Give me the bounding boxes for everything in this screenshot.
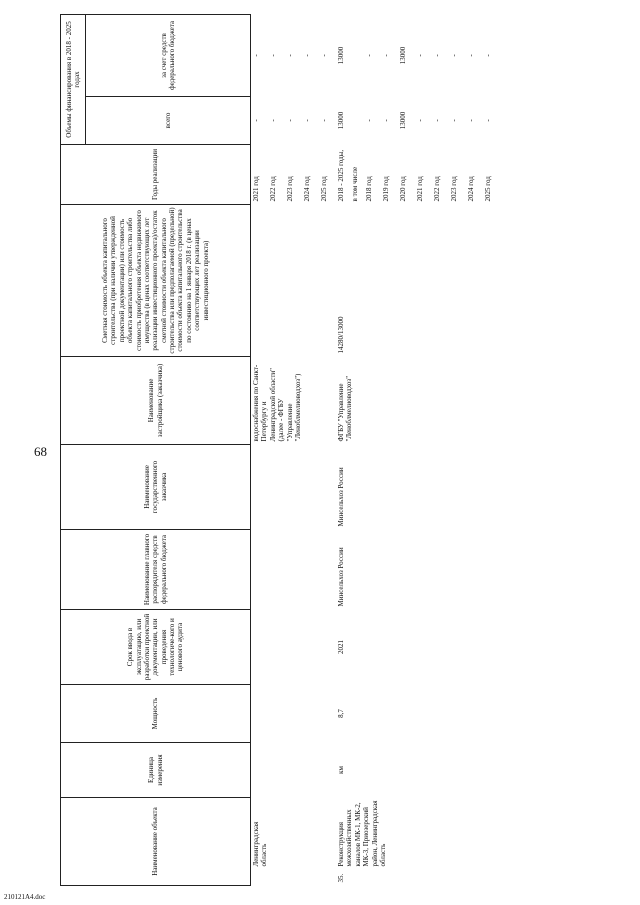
year-cell: 2024 год: [303, 176, 311, 202]
row-number: 35.: [337, 873, 345, 883]
table-row: [319, 14, 336, 885]
table-row: [466, 14, 483, 885]
header-years: Годы реализации: [61, 144, 251, 204]
year-cell: 2023 год: [286, 176, 294, 202]
header-federal: за счет средств федерального бюджета: [86, 14, 251, 96]
total-cell: -: [269, 119, 277, 122]
table-row: [432, 14, 449, 885]
header-total: всего: [86, 96, 251, 144]
header-customer: Наименование государственного заказчика: [61, 444, 251, 529]
year-cell: 2022 год: [433, 176, 441, 202]
table-row: [268, 14, 285, 885]
table-row: [381, 14, 398, 885]
federal-cell: -: [450, 54, 458, 57]
year-cell: 2019 год: [382, 176, 390, 202]
header-estimate: Сметная стоимость объекта капитального строительства (при наличии утвержденной проектной документации) или стоимость объекта капитального строительства либо стоимость приобретения объекта недвижимого имущества (в ценах соответствующих лет реализации инвестиционного проекта)/остаток сметной стоимости объекта капитального строительства или предполагаемой (предельной) стоимости объекта капитального строительства по состоянию на 1 января 2018 г. (в ценах соответствующих лет реализации инвестиционного проекта): [61, 204, 251, 356]
developer-cell: ФГБУ "Управление "Леноблмелиоводхоз": [337, 375, 354, 442]
table-row: [251, 14, 269, 885]
header-unit: Единица измерения: [61, 742, 251, 797]
year-cell: 2021 год: [252, 176, 260, 202]
prev-developer: водоснабжения по Санкт-Петербургу и Ленинградской области" (далее - ФГБУ "Управление "Леноблмелиоводхоз"): [252, 364, 302, 442]
table-row: [415, 14, 432, 885]
year-cell: 2021 год: [416, 176, 424, 202]
year-cell: 2023 год: [450, 176, 458, 202]
federal-cell: -: [382, 54, 390, 57]
table-row: [336, 14, 350, 885]
year-cell: 2025 год: [320, 176, 328, 202]
header-capacity: Мощность: [61, 684, 251, 742]
federal-cell: -: [365, 54, 373, 57]
total-cell: -: [416, 119, 424, 122]
federal-cell: -: [416, 54, 424, 57]
deadline-cell: 2021: [337, 639, 345, 654]
page-number: 68: [34, 444, 47, 459]
federal-cell: -: [484, 54, 492, 57]
period-cell: 2018 - 2025 годы,: [337, 149, 345, 202]
table-row: [364, 14, 381, 885]
customer-cell: Минсельхоз России: [337, 467, 345, 527]
total-cell: -: [320, 119, 328, 122]
total-cell: -: [252, 119, 260, 122]
total-cell: -: [467, 119, 475, 122]
year-cell: 2018 год: [365, 176, 373, 202]
federal-cell: -: [303, 54, 311, 57]
header-distributor: Наименование главного распорядителя средств федерального бюджета: [61, 529, 251, 609]
total-cell: -: [450, 119, 458, 122]
table-row: [449, 14, 466, 885]
year-cell: 2024 год: [467, 176, 475, 202]
total-cell: -: [303, 119, 311, 122]
capacity-cell: 8,7: [337, 709, 345, 718]
year-cell: 2022 год: [269, 176, 277, 202]
total-cell: -: [286, 119, 294, 122]
federal-cell: -: [467, 54, 475, 57]
header-funding: Объемы финансирования в 2018 - 2025 годах: [61, 14, 86, 144]
period-total-cell: 13000: [337, 111, 345, 130]
table-row: [285, 14, 302, 885]
header-row-1: [61, 14, 86, 885]
federal-cell: -: [252, 54, 260, 57]
header-name: Наименование объекта: [61, 797, 251, 885]
total-cell: -: [382, 119, 390, 122]
year-cell: 2025 год: [484, 176, 492, 202]
unit-cell: км: [337, 766, 345, 774]
year-cell: 2020 год: [399, 176, 407, 202]
total-cell: -: [433, 119, 441, 122]
header-deadline: Срок ввода в эксплуатацию, или разработки проектной документации, или проведения технологиче-кого и ценового аудита: [61, 609, 251, 684]
investment-table: [60, 14, 500, 886]
federal-cell: -: [433, 54, 441, 57]
table-row: [302, 14, 319, 885]
federal-cell: 13000: [399, 46, 407, 65]
period-federal-cell: 13000: [337, 46, 345, 65]
federal-cell: -: [320, 54, 328, 57]
object-name: Реконструкция межхозяйственных каналов МК-1, МК-2, МК-3, Приозерский район, Ленинградская область: [337, 800, 387, 867]
incl-cell: в том числе: [351, 166, 359, 202]
header-developer: Наименование застройщика (заказчика): [61, 356, 251, 444]
total-cell: 13000: [399, 111, 407, 130]
rotated-table-container: [60, 15, 612, 886]
footer-document-code: 210121A4.doc: [4, 893, 46, 901]
table-row: [398, 14, 415, 885]
estimate-cell: 14280/13000: [337, 316, 345, 354]
table-row: [483, 14, 500, 885]
distributor-cell: Минсельхоз России: [337, 547, 345, 607]
federal-cell: -: [269, 54, 277, 57]
total-cell: -: [365, 119, 373, 122]
federal-cell: -: [286, 54, 294, 57]
prev-object-name: Ленинградская область: [252, 821, 269, 867]
total-cell: -: [484, 119, 492, 122]
